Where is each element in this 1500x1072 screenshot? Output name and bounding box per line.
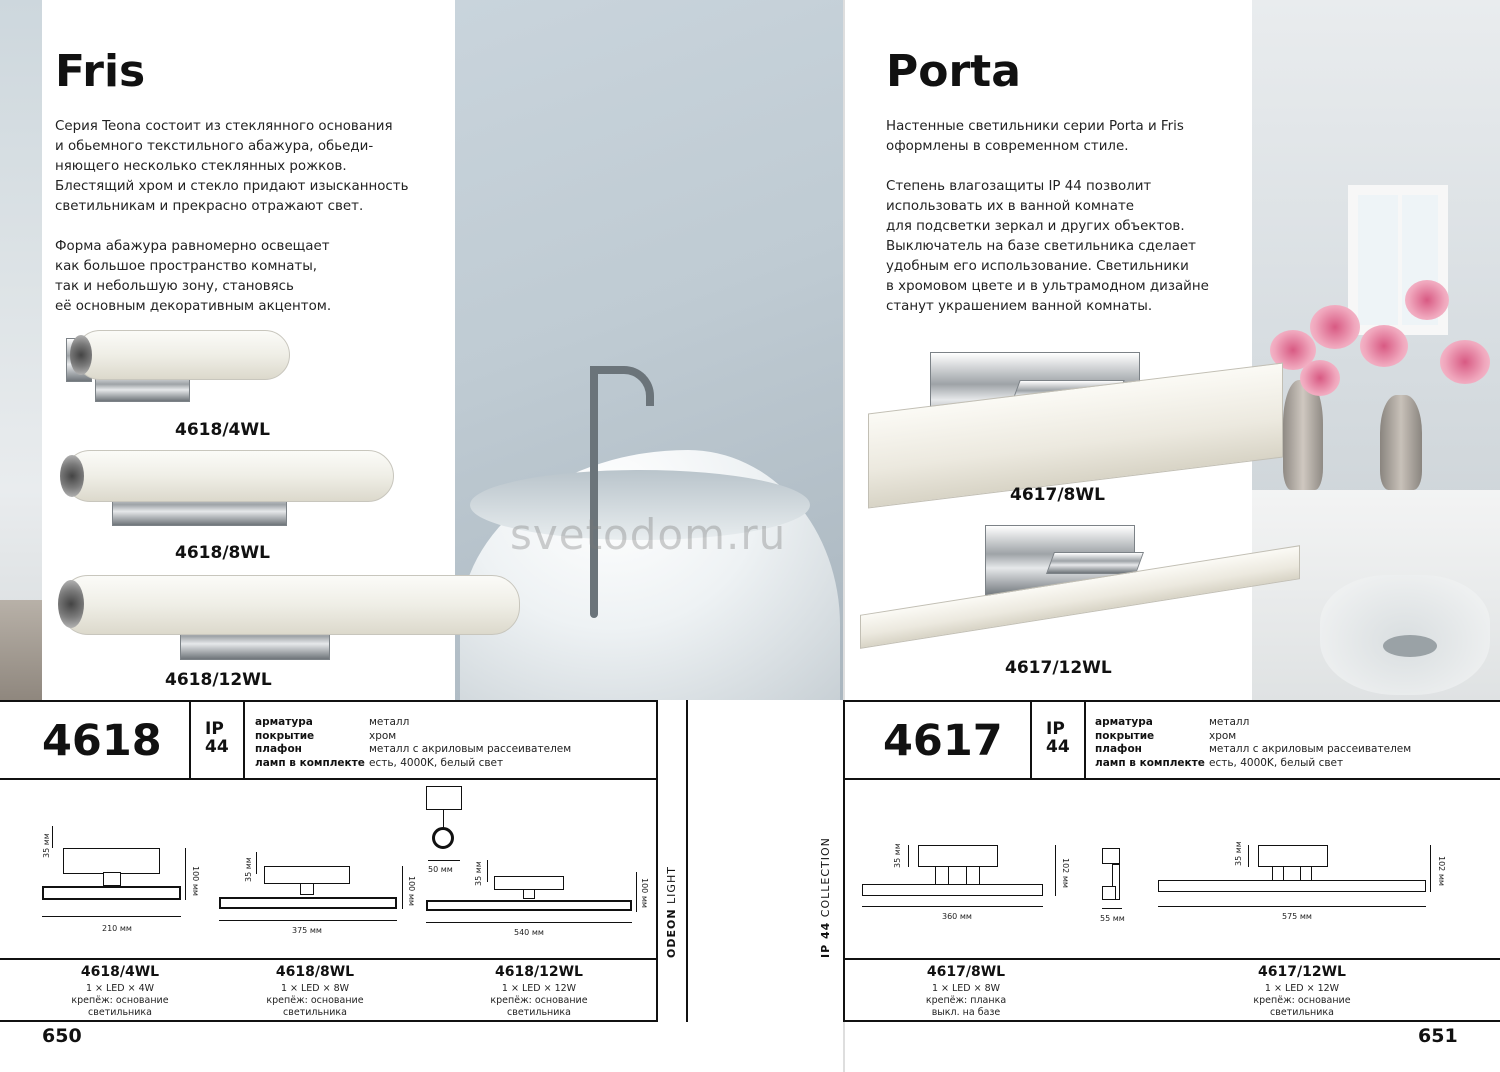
spec-table xyxy=(1095,716,1411,770)
text-line: так и небольшую зону, становясь xyxy=(55,279,294,294)
product-lamp: 1 × LED × 8W xyxy=(280,983,350,994)
text-line: няющего несколько стеклянных рожков. xyxy=(55,159,347,174)
lamp-label-4617-8wl: 4617/8WL xyxy=(1010,485,1105,505)
dim-width: 55 мм xyxy=(1100,914,1125,923)
product-name: 4617/12WL xyxy=(1258,964,1346,980)
product-mount: крепёж: основание xyxy=(71,995,169,1006)
ip-rating xyxy=(1046,720,1070,756)
dim-width: 50 мм xyxy=(428,865,453,874)
dimension-line xyxy=(428,860,460,861)
intro-paragraph-right-1 xyxy=(886,117,1184,157)
footer-separator xyxy=(845,1020,1500,1022)
product-info xyxy=(235,983,395,1019)
product-mount: крепёж: основание xyxy=(266,995,364,1006)
product-mount-detail: светильника xyxy=(88,1007,152,1018)
dimension-line xyxy=(185,848,186,900)
dim-depth: 102 мм xyxy=(1437,856,1446,886)
series-title-porta: Porta xyxy=(886,46,1021,97)
dimension-line xyxy=(1248,845,1249,867)
drawing-body xyxy=(1258,845,1328,867)
spec-key: арматура xyxy=(255,716,313,728)
text-line: станут украшением ванной комнаты. xyxy=(886,299,1153,314)
footer-separator xyxy=(0,1020,656,1022)
rail-line xyxy=(656,700,658,1022)
product-switch: выкл. на базе xyxy=(931,1007,1001,1018)
spec-key: плафон xyxy=(255,743,302,755)
ip-rating xyxy=(205,720,229,756)
spec-row xyxy=(255,743,571,757)
spec-value: металл xyxy=(1209,716,1250,728)
product-mount-detail: светильника xyxy=(283,1007,347,1018)
dimension-line xyxy=(256,852,257,874)
dim-depth: 102 мм xyxy=(1061,858,1070,888)
ip-label: IP xyxy=(1046,719,1065,739)
lamp-tube xyxy=(60,575,520,635)
dim-height: 35 мм xyxy=(42,833,51,858)
row-separator xyxy=(845,958,1500,960)
spec-value: хром xyxy=(369,729,397,742)
dimension-line xyxy=(426,922,632,923)
drawing-wall-plate xyxy=(1102,848,1120,864)
dim-height: 35 мм xyxy=(474,861,483,886)
lamp-tube xyxy=(64,450,394,502)
spec-key: арматура xyxy=(1095,716,1153,728)
dimension-line xyxy=(1158,906,1426,907)
drawing-bar xyxy=(862,884,1043,896)
photo-window-frame xyxy=(1398,190,1402,330)
spec-row xyxy=(255,730,571,744)
product-info xyxy=(886,983,1046,1019)
photo-flower xyxy=(1310,305,1360,349)
drawing-body xyxy=(494,876,564,890)
drawing-body xyxy=(63,848,160,874)
dim-height: 35 мм xyxy=(244,857,253,882)
text-line: Степень влагозащиты IP 44 позволит xyxy=(886,179,1152,194)
intro-paragraph-left-1 xyxy=(55,117,408,217)
divider xyxy=(1030,702,1032,778)
product-name: 4618/4WL xyxy=(80,964,160,980)
photo-flower xyxy=(1440,340,1490,384)
product-mount: крепёж: планка xyxy=(925,995,1007,1006)
text-line: и обьемного текстильного абажура, обьеди- xyxy=(55,139,374,154)
drawing-body xyxy=(918,845,998,867)
dim-width: 575 мм xyxy=(1282,912,1312,921)
drawing-stem xyxy=(103,872,121,886)
text-line: использовать их в ванной комнате xyxy=(886,199,1134,214)
collection-bold: IP 44 xyxy=(819,921,832,958)
spec-value: есть, 4000K, белый свет xyxy=(369,756,504,769)
lamp-label-4617-12wl: 4617/12WL xyxy=(1005,658,1112,678)
drawing-tube xyxy=(219,897,397,909)
lamp-cap xyxy=(58,580,84,628)
lamp-cap xyxy=(60,455,84,497)
text-line: для подсветки зеркал и других объектов. xyxy=(886,219,1185,234)
watermark: svetodom.ru xyxy=(510,510,787,559)
dimension-line xyxy=(42,916,181,917)
text-line: как большое пространство комнаты, xyxy=(55,259,318,274)
spec-value: хром xyxy=(1209,729,1237,742)
drawing-body xyxy=(264,866,350,884)
page-number-left: 650 xyxy=(42,1025,82,1047)
lamp-label-4618-12wl: 4618/12WL xyxy=(165,670,272,690)
drawing-bar-section xyxy=(1102,886,1116,900)
photo-flower xyxy=(1405,280,1449,320)
dim-depth: 100 мм xyxy=(191,866,200,896)
row-separator xyxy=(0,958,656,960)
photo-vase xyxy=(1380,395,1422,490)
spec-table xyxy=(255,716,571,770)
dim-width: 210 мм xyxy=(102,924,132,933)
product-lamp: 1 × LED × 12W xyxy=(501,983,577,994)
spec-row xyxy=(255,757,571,771)
dimension-line xyxy=(862,906,1043,907)
spec-key: покрытие xyxy=(255,729,315,742)
lamp-label-4618-8wl: 4618/8WL xyxy=(175,543,270,563)
ip-label: IP xyxy=(205,719,224,739)
photo-flower xyxy=(1300,360,1340,396)
product-lamp: 1 × LED × 4W xyxy=(85,983,155,994)
spec-value: металл с акриловым рассеивателем xyxy=(1209,743,1412,755)
product-info xyxy=(40,983,200,1019)
product-info xyxy=(1222,983,1382,1019)
dimension-line xyxy=(52,826,53,848)
rail-line xyxy=(686,700,688,1022)
spec-row xyxy=(1095,757,1411,771)
divider xyxy=(189,702,191,778)
intro-paragraph-right-2 xyxy=(886,177,1209,317)
dimension-line xyxy=(1055,845,1056,896)
drawing-tube-section xyxy=(432,827,454,849)
dim-width: 360 мм xyxy=(942,912,972,921)
spec-key: покрытие xyxy=(1095,729,1155,742)
product-name: 4618/12WL xyxy=(495,964,583,980)
intro-paragraph-left-2 xyxy=(55,237,331,317)
series-title-fris: Fris xyxy=(55,46,146,97)
spec-row xyxy=(1095,743,1411,757)
product-name: 4618/8WL xyxy=(275,964,355,980)
brand-vertical-text xyxy=(665,866,678,958)
text-line: в хромовом цвете и в ультрамодном дизайне xyxy=(886,279,1209,294)
text-line: удобным его использование. Светильники xyxy=(886,259,1189,274)
spec-value: металл с акриловым рассеивателем xyxy=(369,743,572,755)
model-number: 4617 xyxy=(883,716,1003,766)
collection-text: COLLECTION xyxy=(819,837,832,922)
drawing-tube xyxy=(42,886,181,900)
text-line: Форма абажура равномерно освещает xyxy=(55,239,330,254)
text-line: Настенные светильники серии Porta и Fris xyxy=(886,119,1184,134)
drawing-wall-plate xyxy=(426,786,462,810)
divider xyxy=(1084,702,1086,778)
lamp-label-4618-4wl: 4618/4WL xyxy=(175,420,270,440)
lamp-arm xyxy=(1046,552,1144,574)
ip-value: 44 xyxy=(1046,737,1070,757)
dimension-line xyxy=(402,866,403,909)
dimension-line xyxy=(1102,908,1122,909)
spec-key: плафон xyxy=(1095,743,1142,755)
dim-height: 35 мм xyxy=(893,843,902,868)
spec-band-4617 xyxy=(845,700,1500,780)
text-line: светильникам и прекрасно отражают свет. xyxy=(55,199,364,214)
drawing-arm xyxy=(443,810,444,828)
ip-value: 44 xyxy=(205,737,229,757)
spec-row xyxy=(1095,730,1411,744)
dimension-line xyxy=(908,845,909,867)
product-mount-detail: светильника xyxy=(1270,1007,1334,1018)
product-name: 4617/8WL xyxy=(926,964,1006,980)
spec-row xyxy=(255,716,571,730)
dim-depth: 100 мм xyxy=(407,876,416,906)
dim-height: 35 мм xyxy=(1234,841,1243,866)
product-mount-detail: светильника xyxy=(507,1007,571,1018)
brand-text: LIGHT xyxy=(665,866,678,909)
product-lamp: 1 × LED × 12W xyxy=(1264,983,1340,994)
text-line: Серия Teona состоит из стеклянного основания xyxy=(55,119,393,134)
dimension-line xyxy=(1430,845,1431,892)
product-info xyxy=(459,983,619,1019)
model-number: 4618 xyxy=(42,716,162,766)
dim-width: 540 мм xyxy=(514,928,544,937)
dimension-line xyxy=(487,860,488,882)
dim-depth: 100 мм xyxy=(640,878,649,908)
photo-flower xyxy=(1360,325,1408,367)
product-mount: крепёж: основание xyxy=(490,995,588,1006)
lamp-cap xyxy=(70,335,92,375)
dimension-line xyxy=(219,920,397,921)
spec-row xyxy=(1095,716,1411,730)
text-line: её основным декоративным акцентом. xyxy=(55,299,332,314)
drawing-stem xyxy=(523,889,535,899)
product-lamp: 1 × LED × 8W xyxy=(931,983,1001,994)
text-line: Выключатель на базе светильника сделает xyxy=(886,239,1196,254)
rail-line xyxy=(843,700,845,1022)
dim-width: 375 мм xyxy=(292,926,322,935)
page-number-right: 651 xyxy=(1418,1025,1458,1047)
brand-bold: ODEON xyxy=(665,908,678,958)
drawing-bar xyxy=(1158,880,1426,892)
photo-drain xyxy=(1383,635,1437,657)
spec-value: металл xyxy=(369,716,410,728)
text-line: Блестящий хром и стекло придают изысканность xyxy=(55,179,409,194)
text-line: оформлены в современном стиле. xyxy=(886,139,1129,154)
spec-key: ламп в комплекте xyxy=(255,756,365,769)
dimension-line xyxy=(636,872,637,912)
lamp-tube xyxy=(75,330,290,380)
spec-band-4618 xyxy=(0,700,656,780)
divider xyxy=(243,702,245,778)
spec-value: есть, 4000K, белый свет xyxy=(1209,756,1344,769)
product-mount: крепёж: основание xyxy=(1253,995,1351,1006)
drawing-stem xyxy=(300,883,314,895)
collection-vertical-text xyxy=(819,837,832,958)
spec-key: ламп в комплекте xyxy=(1095,756,1205,769)
drawing-tube xyxy=(426,900,632,911)
photo-vase xyxy=(1283,380,1323,490)
